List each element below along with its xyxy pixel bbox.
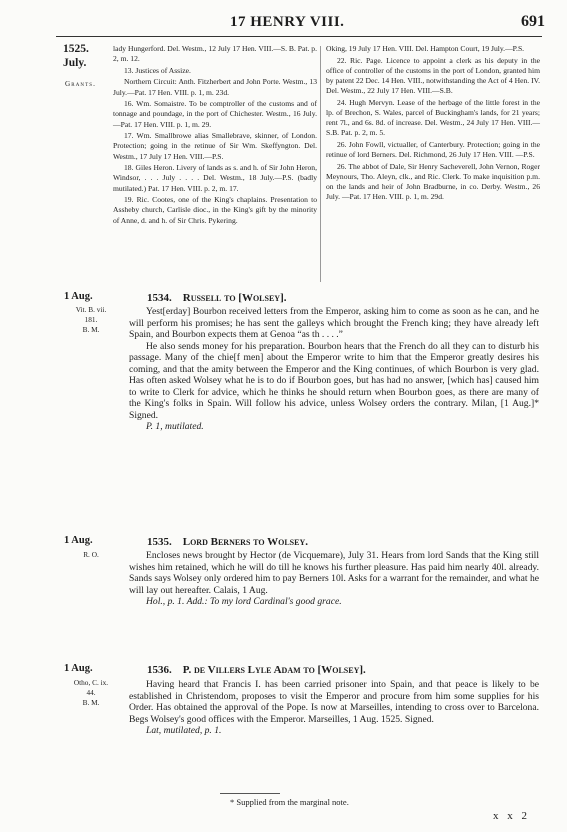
letter-date: 1 Aug. [64, 535, 93, 546]
letter-heading [147, 536, 308, 548]
grant-entry: 26. The abbot of Dale, Sir Henry Sacheverell, John Vernon, Roger Meynours, Tho. Aleyn, clk., and Ric. Clerk. To make inquisition p.m. on the lands and heir of John Bradburne, in co. Derby. Westm., 26 July. —Pat. 17 Hen. VIII. p. 1, m. 29d. [326, 161, 540, 202]
grant-entry: 24. Hugh Mervyn. Lease of the herbage of the little forest in the lp. of Brechon, S. Wales, parcel of Buckingham's lands, for 21 years; rent 7l., and 6s. 8d. of increase. Del. Westm., 24 July 17 Hen. VIII.—S.B. Pat. p. 2, m. 5. [326, 97, 540, 138]
letter-body [129, 306, 539, 433]
grants-column-right [326, 44, 540, 204]
grant-entry: Oking, 19 July 17 Hen. VIII. Del. Hampton Court, 19 July.—P.S. [326, 44, 525, 53]
letter-number: 1536. [147, 664, 172, 676]
letter-date: 1 Aug. [64, 663, 93, 674]
ref-line: B. M. [82, 698, 100, 707]
letter-body [129, 550, 539, 608]
letter-body [129, 679, 539, 737]
letter-number: 1534. [147, 292, 172, 304]
margin-month: July. [63, 57, 87, 69]
grant-entry: lady Hungerford. Del. Westm., 12 July 17 Hen. VIII.—S. B. Pat. p. 2, m. 12. [113, 44, 317, 64]
grant-entry: 22. Ric. Page. Licence to appoint a clerk as his deputy in the office of controller of the customs in the port of London, granted him by patent 22 Dec. 14 Hen. VIII., notwithstanding the Act of 4 Hen. IV. Del. Westm., 22 July 17 Hen. VIII.—S.B. [326, 55, 540, 96]
grant-entry: 16. Wm. Somaistre. To be comptroller of the customs and of tonnage and poundage, in the port of Chichester. Westm., 16 July.—Pat. 17 Hen. VIII. p. 1, m. 29. [113, 99, 317, 129]
running-header-title: 17 HENRY VIII. [230, 14, 345, 30]
letter-paragraph: Having heard that Francis I. has been carried prisoner into Spain, and that peace is likely to be established in Christendom, proposes to visit the Emperor and procure from him some supplies for his Order. Has obtained the approval of the Pope. Is now at Marseilles, intending to cross over to Barcelona. Begs Wolsey's good offices with the Emperor. Marseilles, 1 Aug. 1525. Signed. [129, 679, 539, 725]
ref-line: B. M. [82, 325, 100, 334]
letter-reference [68, 305, 114, 335]
grant-entry: 19. Ric. Cootes, one of the King's chaplains. Presentation to Assheby church, Carlisle dioc., in the King's gift by the minority of Anne, d. and h. of Sir Chris. Pykering. [113, 195, 317, 225]
column-separator [320, 46, 321, 282]
letter-note: Lat, mutilated, p. 1. [146, 725, 222, 737]
letter-reference [68, 550, 114, 560]
page-number: 691 [521, 13, 545, 30]
letter-paragraph: He also sends money for his preparation. Bourbon hears that the French do all they can to disturb his passage. Many of the chie[f men] about the Emperor write to him that the Emperor greatly desires his coming, and that the amity between the Emperor and the King continues, of which Bourbon is very glad. Has often asked Wolsey what he is to do if Bourbon goes, but has had no answer, [which has] caused him to write to Clerk for advice, which he thinks he should return when Bourbon goes, as there are many of the King's folks in Spain. Will follow his advice, unless Wolsey orders the contrary. Milan, [1 Aug.]* Signed. [129, 340, 539, 421]
letter-paragraph: Yest[erday] Bourbon received letters from the Emperor, asking him to come as soon as he can, and he will perform his promises; he has sent the galleys which brought the French king; they have already left Spain, and Bourbon expects them at Genoa “as th . . . .” [129, 306, 539, 341]
letter-heading [147, 292, 287, 304]
signature-mark: x x 2 [493, 810, 530, 822]
margin-section-label: Grants. [65, 80, 97, 88]
letter-note: Hol., p. 1. Add.: To my lord Cardinal's good grace. [146, 596, 342, 608]
ref-line: 44. [86, 688, 96, 697]
letter-paragraph: Encloses news brought by Hector (de Vicquemare), July 31. Hears from lord Sands that the King still wishes him retained, which he will do till he knows his further pleasure. Has paid him nearly 40l. already. Sands says Wolsey only ordered him to pay Berners 10l. Asks for a warrant for the remainder, and what he will lay out hereafter. Calais, 1 Aug. [129, 550, 539, 596]
letter-number: 1535. [147, 536, 172, 548]
letter-heading [147, 664, 366, 676]
footnote: * Supplied from the marginal note. [230, 797, 349, 807]
ref-line: 181. [84, 315, 98, 324]
ref-line: R. O. [83, 550, 99, 559]
footnote-rule [220, 793, 280, 794]
grant-entry: 13. Justices of Assize. [124, 65, 191, 75]
grant-entry: Northern Circuit: Anth. Fitzherbert and John Porte. Westm., 13 July.—Pat. 17 Hen. VIII. p. 1, m. 23d. [113, 77, 317, 97]
grant-entry: 17. Wm. Smallbrowe alias Smallebrave, skinner, of London. Protection; going in the retinue of Sir Wm. Skeffyngton. Del. Westm., 17 July 17 Hen. VIII.—P.S. [113, 131, 317, 161]
letter-note: P. 1, mutilated. [146, 421, 204, 433]
ref-line: Otho, C. ix. [73, 678, 109, 687]
letter-title: Russell to [Wolsey]. [182, 292, 287, 304]
letter-title: Lord Berners to Wolsey. [182, 536, 308, 548]
header-rule [56, 36, 542, 37]
letter-date: 1 Aug. [64, 291, 93, 302]
grants-column-left [113, 44, 317, 227]
ref-line: Vit. B. vii. [75, 305, 107, 314]
letter-title: P. de Villers Lyle Adam to [Wolsey]. [182, 664, 366, 676]
letter-reference [68, 678, 114, 708]
grant-entry: 18. Giles Heron. Livery of lands as s. and h. of Sir John Heron, Windsor, . . . July . . . . Del. Westm., 18 July.—P.S. (badly mutilated.) Pat. 17 Hen. VIII. p. 2, m. 17. [113, 163, 317, 193]
margin-year: 1525. [63, 43, 89, 55]
grant-entry: 26. John Fowll, victualler, of Canterbury. Protection; going in the retinue of lord Berners. Del. Richmond, 26 July 17 Hen. VIII. —P.S. [326, 139, 540, 160]
